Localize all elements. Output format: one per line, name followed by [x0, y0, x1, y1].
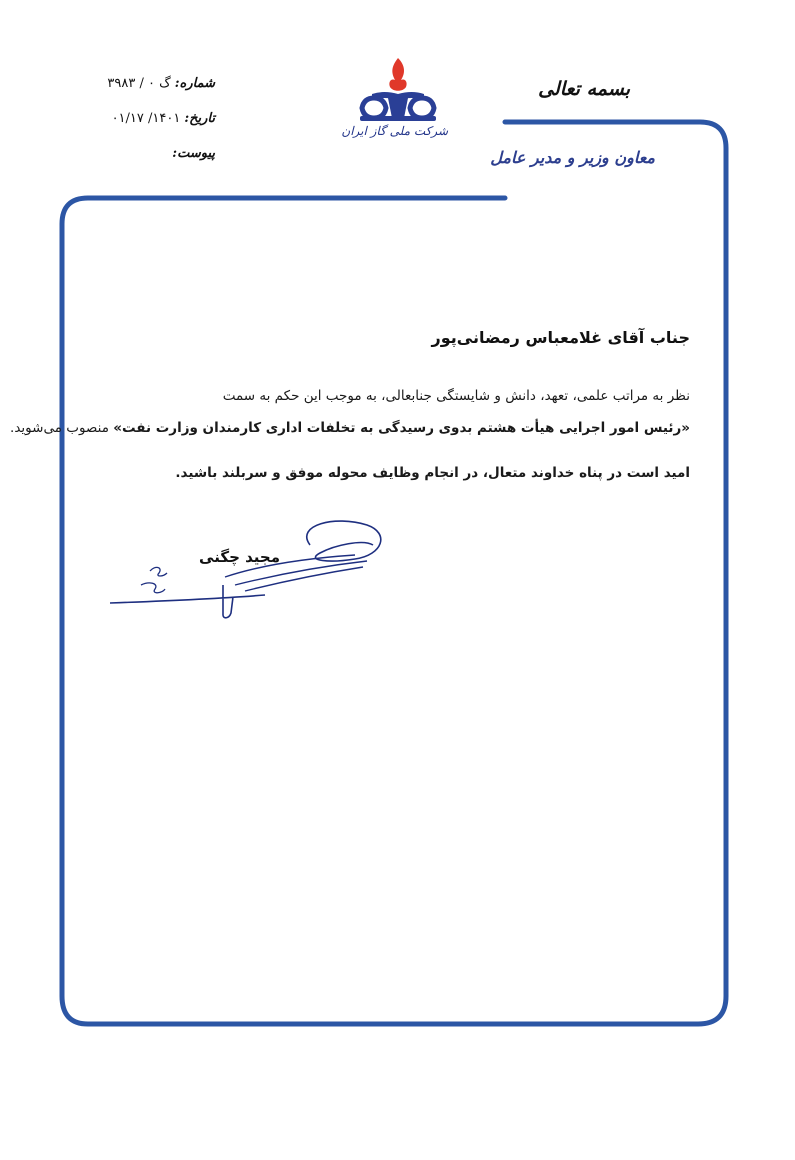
body-line-2-rest: منصوب می‌شوید.	[10, 420, 114, 436]
company-name: شرکت ملی گاز ایران	[341, 124, 448, 138]
bismillah-heading: بسمه تعالی	[538, 78, 630, 100]
body-line-3: امید است در پناه خداوند متعال، در انجام وظایف محوله موفق و سربلند باشید.	[175, 465, 690, 481]
body-line-1: نظر به مراتب علمی، تعهد، دانش و شایستگی جنابعالی، به موجب این حکم به سمت	[222, 388, 690, 404]
sender-title: معاون وزیر و مدیر عامل	[490, 148, 655, 167]
body-line-2	[10, 420, 690, 436]
letter-meta	[95, 76, 215, 181]
letter-number-row	[95, 76, 215, 111]
date-label: تاریخ:	[184, 111, 215, 126]
number-label: شماره:	[174, 76, 215, 91]
number-value: گ ۰ / ۳۹۸۳	[107, 76, 171, 91]
letter-date-row	[95, 111, 215, 146]
recipient-line: جناب آقای غلامعباس رمضانی‌پور	[431, 328, 690, 347]
letter-attachment-row	[95, 146, 215, 181]
handwritten-signature	[105, 515, 405, 630]
signer-name: مجید چگنی	[199, 548, 280, 566]
attachment-label: پیوست:	[172, 146, 215, 161]
appointment-title: «رئیس امور اجرایی هیأت هشتم بدوی رسیدگی به تخلفات اداری کارمندان وزارت نفت»	[113, 420, 690, 436]
date-value: ۱۴۰۱/ ۰۱/۱۷	[111, 111, 181, 126]
